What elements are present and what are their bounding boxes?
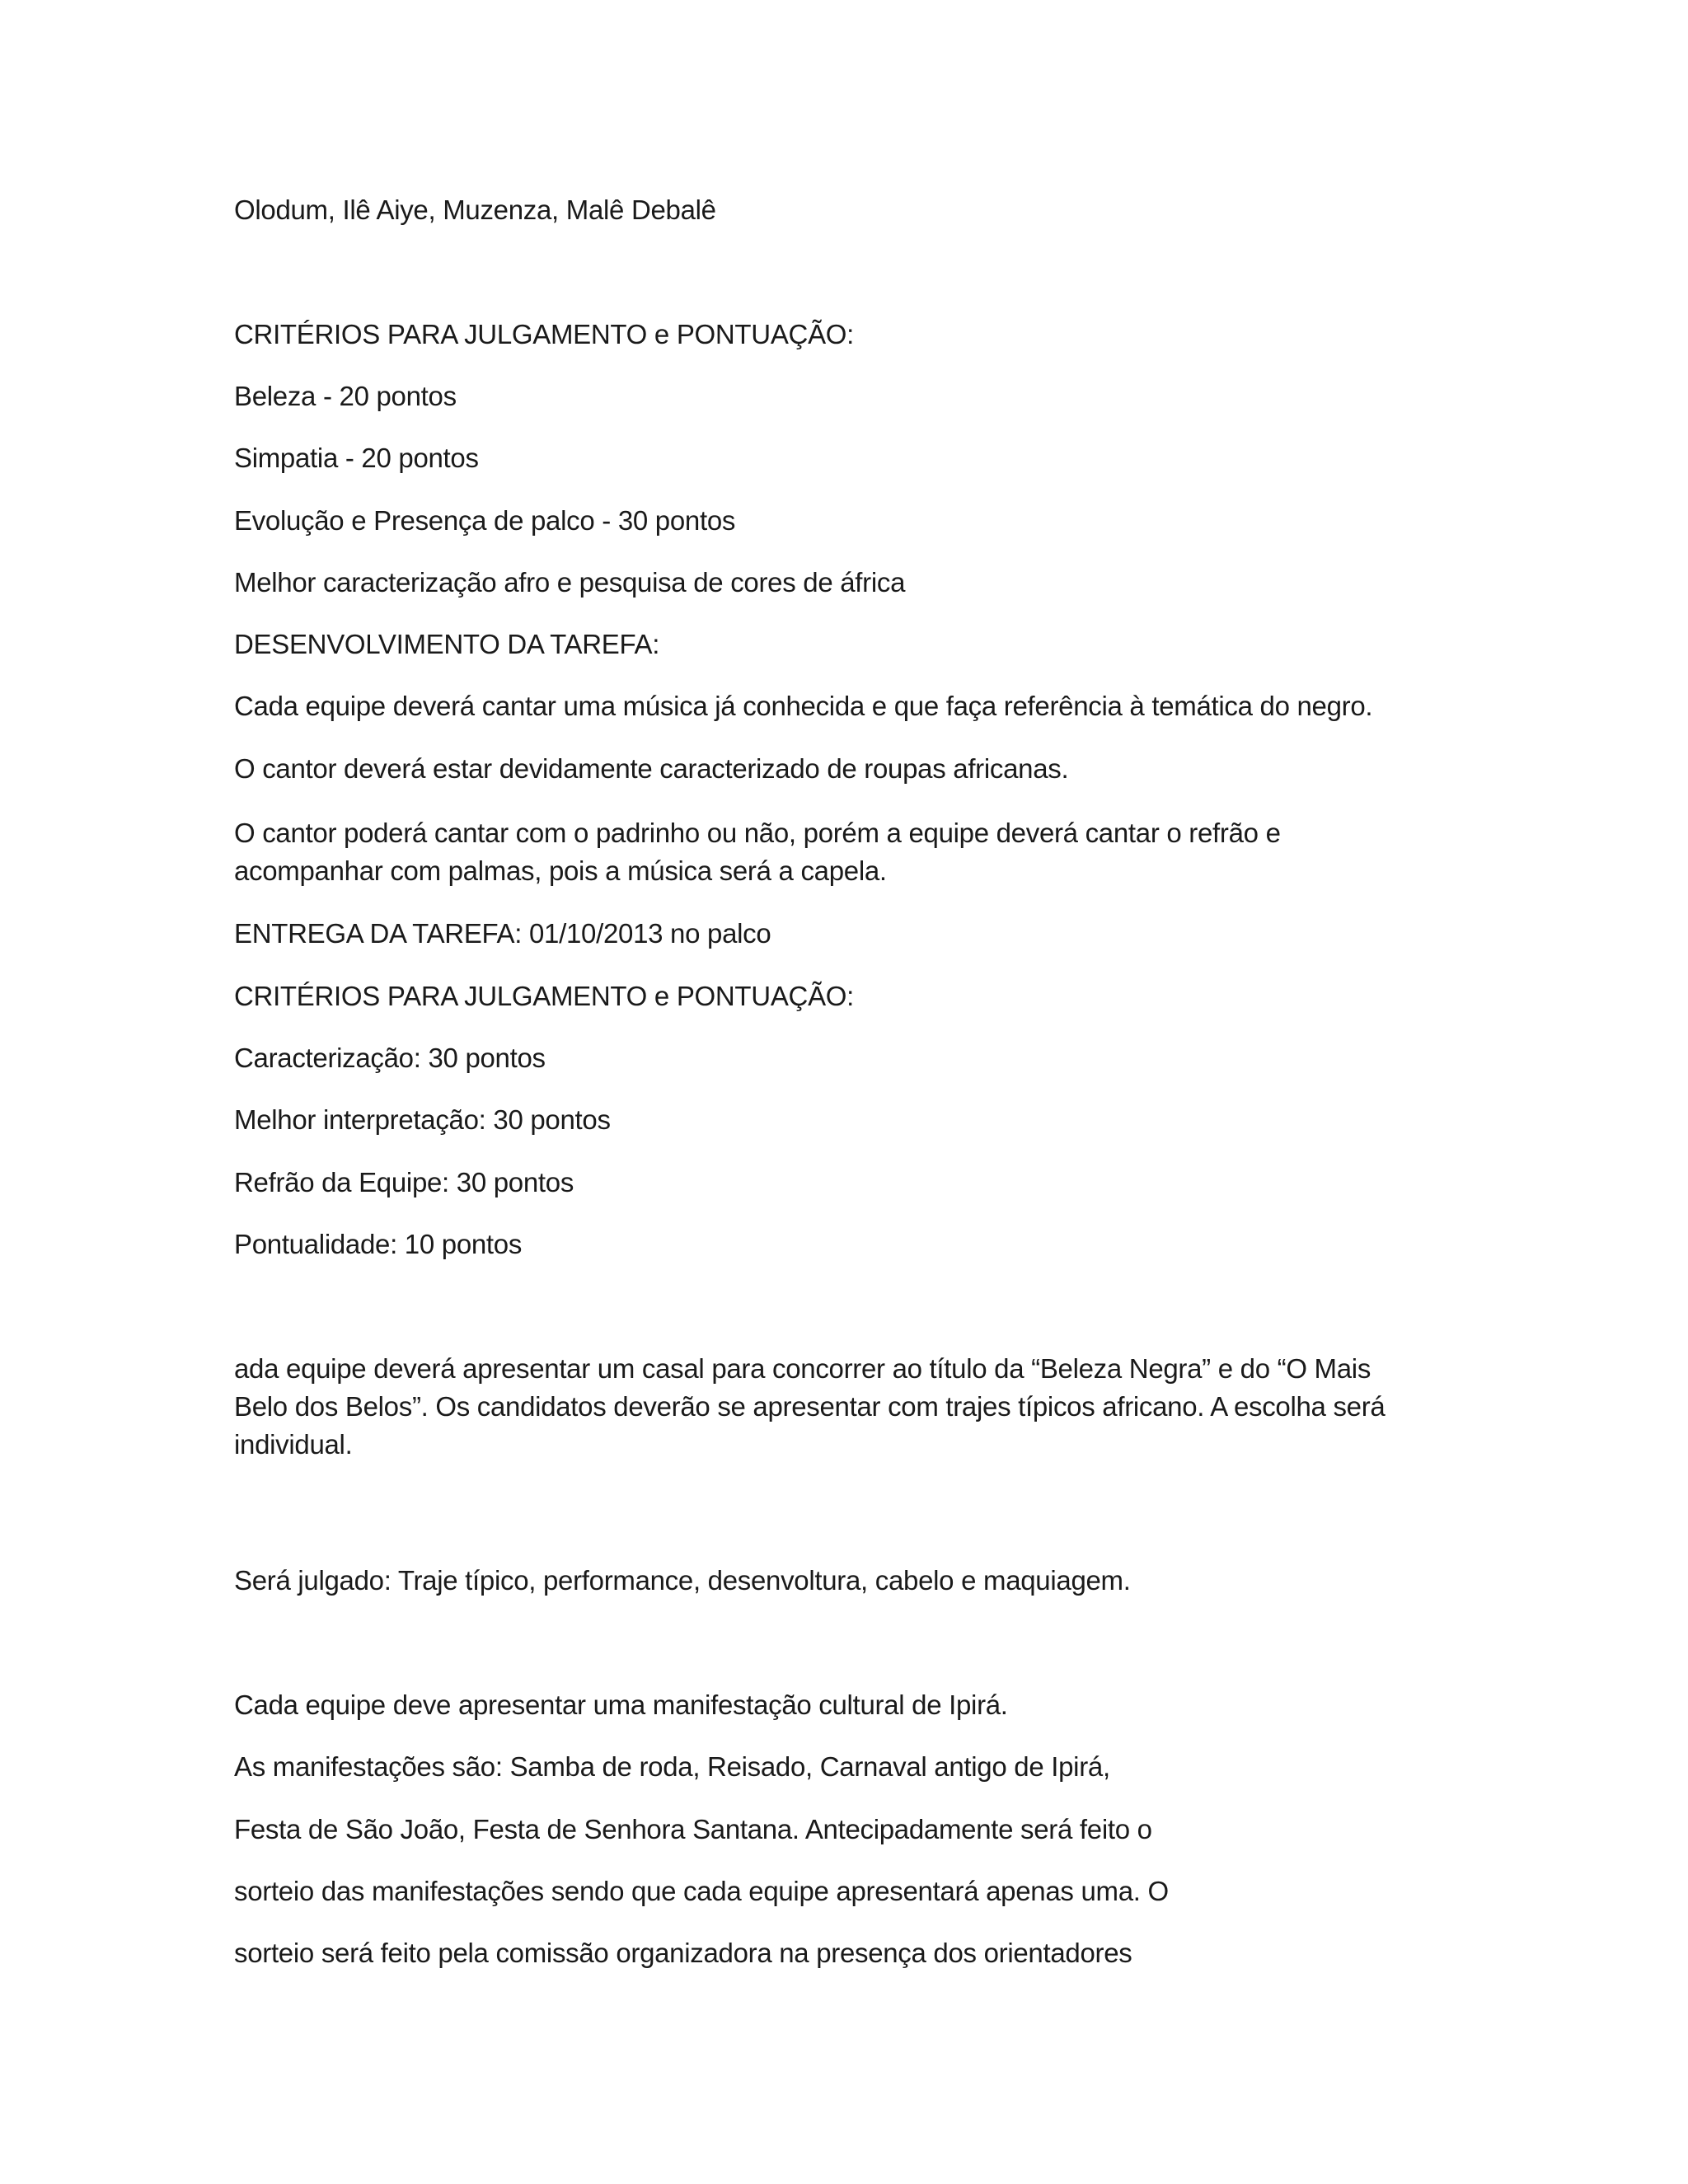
criteria-1-item: Beleza - 20 pontos <box>234 381 457 411</box>
groups-line: Olodum, Ilê Aiye, Muzenza, Malê Debalê <box>234 194 716 225</box>
singer-paragraph <box>234 814 1454 890</box>
manifestation-line: Festa de São João, Festa de Senhora Santana. Antecipadamente será feito o <box>234 1814 1152 1844</box>
manifestation-line: Cada equipe deve apresentar uma manifestação cultural de Ipirá. <box>234 1690 1008 1720</box>
criteria-2-item: Melhor interpretação: 30 pontos <box>234 1104 611 1135</box>
manifestation-line: As manifestações são: Samba de roda, Reisado, Carnaval antigo de Ipirá, <box>234 1751 1110 1782</box>
couple-paragraph-line: ada equipe deverá apresentar um casal para concorrer ao título da “Beleza Negra” e do “O Mais <box>234 1353 1372 1384</box>
criteria-1-item: Evolução e Presença de palco - 30 pontos <box>234 505 736 536</box>
criteria-1-item: Melhor caracterização afro e pesquisa de cores de áfrica <box>234 567 906 598</box>
development-line: O cantor deverá estar devidamente caracterizado de roupas africanas. <box>234 753 1069 784</box>
manifestation-line: sorteio será feito pela comissão organizadora na presença dos orientadores <box>234 1938 1132 1968</box>
criteria-1-item: Simpatia - 20 pontos <box>234 443 479 473</box>
development-line: Cada equipe deverá cantar uma música já conhecida e que faça referência à temática do negro. <box>234 691 1373 721</box>
criteria-2-item: Pontualidade: 10 pontos <box>234 1229 523 1259</box>
criteria-2-item: Refrão da Equipe: 30 pontos <box>234 1167 574 1197</box>
development-heading: DESENVOLVIMENTO DA TAREFA: <box>234 629 660 659</box>
criteria-heading-2: CRITÉRIOS PARA JULGAMENTO e PONTUAÇÃO: <box>234 981 855 1011</box>
criteria-heading-1: CRITÉRIOS PARA JULGAMENTO e PONTUAÇÃO: <box>234 319 855 349</box>
manifestation-line: sorteio das manifestações sendo que cada equipe apresentará apenas uma. O <box>234 1876 1169 1906</box>
singer-paragraph-line: O cantor poderá cantar com o padrinho ou não, porém a equipe deverá cantar o refrão e <box>234 818 1281 848</box>
singer-paragraph-line: acompanhar com palmas, pois a música será a capela. <box>234 855 887 886</box>
couple-paragraph <box>234 1350 1454 1464</box>
couple-paragraph-line: individual. <box>234 1429 353 1460</box>
delivery-line: ENTREGA DA TAREFA: 01/10/2013 no palco <box>234 918 771 949</box>
couple-paragraph-line: Belo dos Belos”. Os candidatos deverão se apresentar com trajes típicos africano. A escolha será <box>234 1391 1386 1422</box>
judged-line: Será julgado: Traje típico, performance, desenvoltura, cabelo e maquiagem. <box>234 1565 1131 1596</box>
criteria-2-item: Caracterização: 30 pontos <box>234 1043 546 1073</box>
